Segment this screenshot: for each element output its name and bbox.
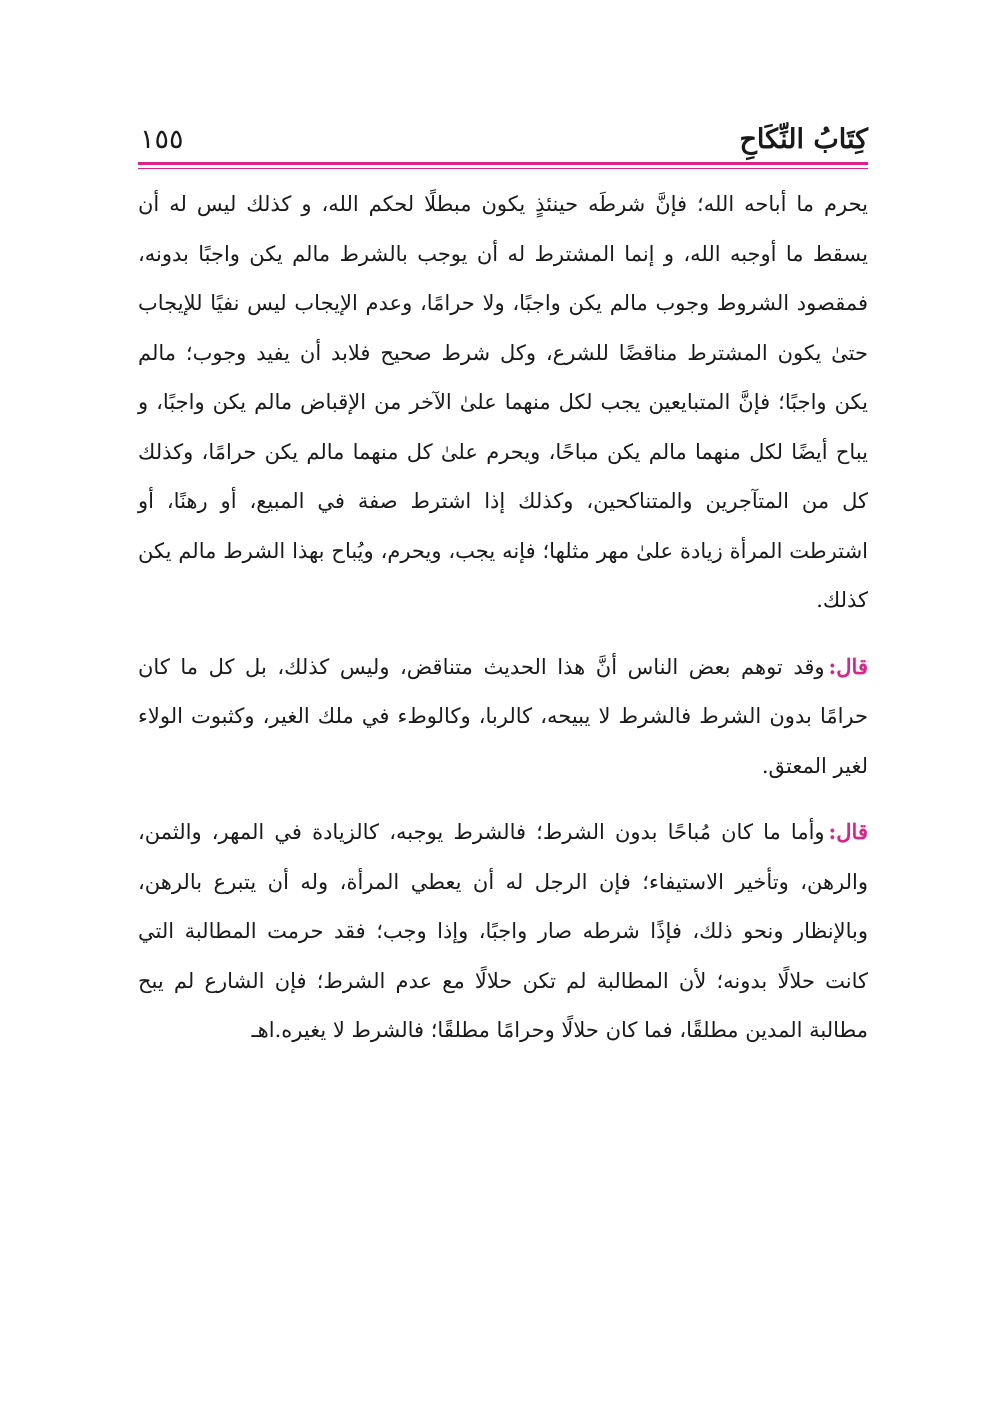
page-header — [138, 120, 868, 164]
header-rule-thick — [138, 162, 868, 165]
paragraph-3-text: وأما ما كان مُباحًا بدون الشرط؛ فالشرط يوجبه، كالزيادة في المهر، والثمن، والرهن، وتأخير الاستيفاء؛ فإن الرجل له أن يعطي المرأة، وله أن يتبرع بالرهن، وبالإنظار ونحو ذلك، فإذًا شرطه صار واجبًا، وإذا وجب؛ فقد حرمت المطالبة التي كانت حلالًا بدونه؛ لأن المطالبة لم تكن حلالًا مع عدم الشرط؛ فإن الشارع لم يبح مطالبة المدين مطلقًا، فما كان حلالًا وحرامًا مطلقًا؛ فالشرط لا يغيره.اهـ — [138, 820, 868, 1042]
page-number: ١٥٥ — [140, 124, 184, 155]
qal-label: قال: — [828, 819, 868, 844]
header-rule-thin — [138, 168, 868, 169]
chapter-title: كِتَابُ النِّكَاحِ — [739, 124, 868, 155]
paragraph-3 — [138, 807, 868, 1056]
body-text — [138, 180, 868, 1056]
paragraph-1-text: يحرم ما أباحه الله؛ فإنَّ شرطَه حينئذٍ يكون مبطلًا لحكم الله، و كذلك ليس له أن يسقط ما أوجبه الله، و إنما المشترط له أن يوجب بالشرط مالم يكن واجبًا بدونه، فمقصود الشروط وجوب مالم يكن واجبًا، ولا حرامًا، وعدم الإيجاب ليس نفيًا للإيجاب حتىٰ يكون المشترط مناقضًا للشرع، وكل شرط صحيح فلابد أن يفيد وجوب؛ مالم يكن واجبًا؛ فإنَّ المتبايعين يجب لكل منهما علىٰ الآخر من الإقباض مالم يكن واجبًا، و يباح أيضًا لكل منهما مالم يكن مباحًا، ويحرم علىٰ كل منهما مالم يكن حرامًا، وكذلك كل من المتآجرين والمتناكحين، وكذلك إذا اشترط صفة في المبيع، أو رهنًا، أو اشترطت المرأة زيادة علىٰ مهر مثلها؛ فإنه يجب، ويحرم، ويُباح بهذا الشرط مالم يكن كذلك. — [138, 192, 868, 612]
paragraph-2-text: وقد توهم بعض الناس أنَّ هذا الحديث متناقض، وليس كذلك، بل كل ما كان حرامًا بدون الشرط فالشرط لا يبيحه، كالربا، وكالوطء في ملك الغير، وكثبوت الولاء لغير المعتق. — [138, 654, 868, 778]
paragraph-1 — [138, 180, 868, 626]
paragraph-2 — [138, 642, 868, 792]
qal-label: قال: — [828, 653, 868, 679]
